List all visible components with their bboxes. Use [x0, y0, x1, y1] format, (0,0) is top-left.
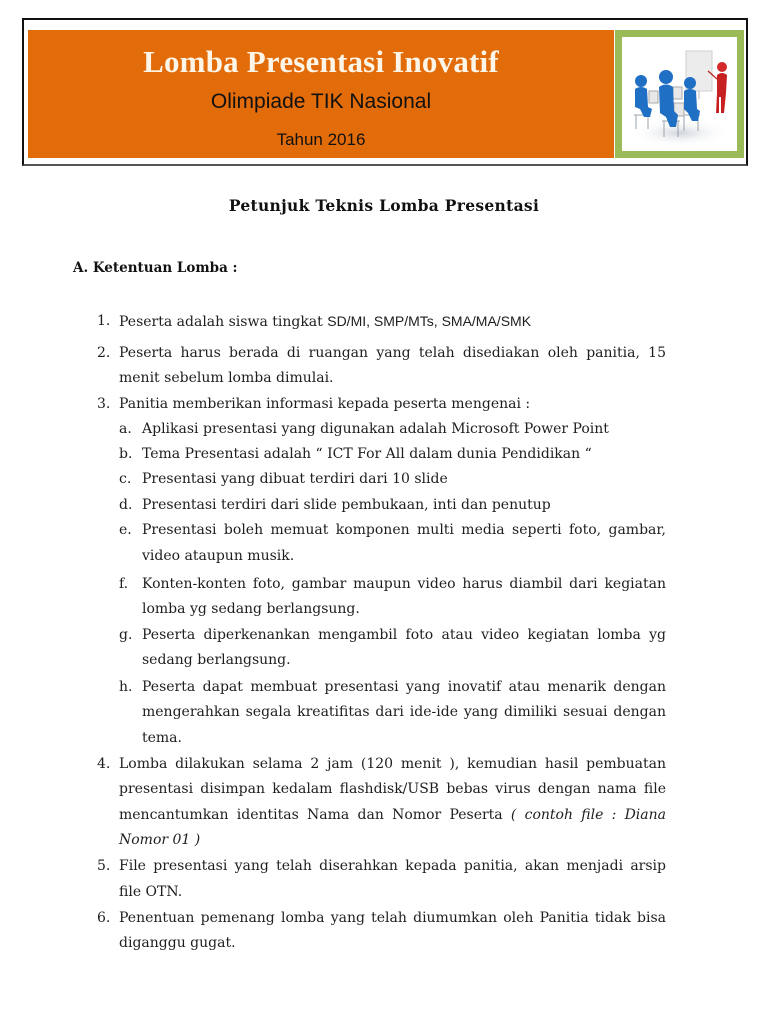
subitem-letter: h.: [119, 679, 133, 695]
presentation-clipart-icon: [622, 37, 737, 151]
subitem-text-line: Presentasi boleh memuat komponen multi media seperti foto, gambar,: [142, 522, 666, 538]
item-text-line: presentasi disimpan kedalam flashdisk/USB bebas virus dengan nama file: [119, 781, 666, 797]
item-text-line: [119, 807, 666, 823]
header-orange-panel: [28, 30, 614, 158]
subitem-text-line: Presentasi terdiri dari slide pembukaan, inti dan penutup: [142, 497, 551, 513]
item-text-line: Penentuan pemenang lomba yang telah diumumkan oleh Panitia tidak bisa: [119, 910, 666, 926]
item-text-line: Peserta harus berada di ruangan yang telah disediakan oleh panitia, 15: [119, 345, 666, 361]
header-subtitle: Olimpiade TIK Nasional: [210, 90, 432, 113]
item-text-line: file OTN.: [119, 884, 183, 900]
item-text-line: Lomba dilakukan selama 2 jam (120 menit ), kemudian hasil pembuatan: [119, 756, 666, 772]
item-number: 3.: [97, 396, 111, 412]
item-text-line: Panitia memberikan informasi kepada peserta mengenai :: [119, 396, 531, 412]
item-number: 1.: [97, 313, 111, 329]
item-number: 2.: [97, 345, 111, 361]
subitem-letter: b.: [119, 446, 133, 462]
item-number: 6.: [97, 910, 111, 926]
subitem-text-line: Presentasi yang dibuat terdiri dari 10 slide: [142, 471, 448, 487]
subitem-text-line: lomba yg sedang berlangsung.: [142, 601, 360, 617]
subitem-letter: a.: [119, 421, 132, 437]
subitem-text-line: Tema Presentasi adalah “ ICT For All dalam dunia Pendidikan “: [142, 446, 592, 462]
subitem-text-line: tema.: [142, 730, 182, 746]
document-title: Petunjuk Teknis Lomba Presentasi: [228, 196, 540, 215]
school-levels: SD/MI, SMP/MTs, SMA/MA/SMK: [327, 313, 532, 329]
subitem-text-line: Konten-konten foto, gambar maupun video harus diambil dari kegiatan: [142, 576, 666, 592]
subitem-text-line: mengerahkan segala kreatifitas dari ide-ide yang dimiliki sesuai dengan: [142, 704, 666, 720]
example-filename: ( contoh file : Diana: [510, 807, 666, 823]
header-title: Lomba Presentasi Inovatif: [143, 44, 499, 79]
subitem-letter: d.: [119, 497, 133, 513]
subitem-letter: e.: [119, 522, 132, 538]
section-heading: A. Ketentuan Lomba :: [73, 260, 238, 276]
item-number: 4.: [97, 756, 111, 772]
subitem-text-line: Aplikasi presentasi yang digunakan adalah Microsoft Power Point: [142, 421, 609, 437]
item-number: 5.: [97, 858, 111, 874]
subitem-letter: f.: [119, 576, 129, 592]
item-text: [119, 313, 531, 330]
subitem-letter: g.: [119, 627, 133, 643]
subitem-text-line: sedang berlangsung.: [142, 652, 291, 668]
item-text-segment: mencantumkan identitas Nama dan Nomor Peserta: [119, 807, 511, 823]
header-banner: [22, 18, 748, 166]
item-text-serif: Peserta adalah siswa tingkat: [119, 314, 328, 330]
header-image-frame: [615, 30, 744, 158]
item-text-line: menit sebelum lomba dimulai.: [119, 370, 334, 386]
subitem-letter: c.: [119, 471, 132, 487]
item-text-line: File presentasi yang telah diserahkan kepada panitia, akan menjadi arsip: [119, 858, 666, 874]
item-text-line: diganggu gugat.: [119, 935, 236, 951]
example-filename-cont: Nomor 01 ): [119, 832, 201, 848]
subitem-text-line: Peserta diperkenankan mengambil foto atau video kegiatan lomba yg: [142, 627, 666, 643]
subitem-text-line: Peserta dapat membuat presentasi yang inovatif atau menarik dengan: [142, 679, 666, 695]
header-year: Tahun 2016: [276, 130, 366, 149]
subitem-text-line: video ataupun musik.: [142, 548, 295, 564]
